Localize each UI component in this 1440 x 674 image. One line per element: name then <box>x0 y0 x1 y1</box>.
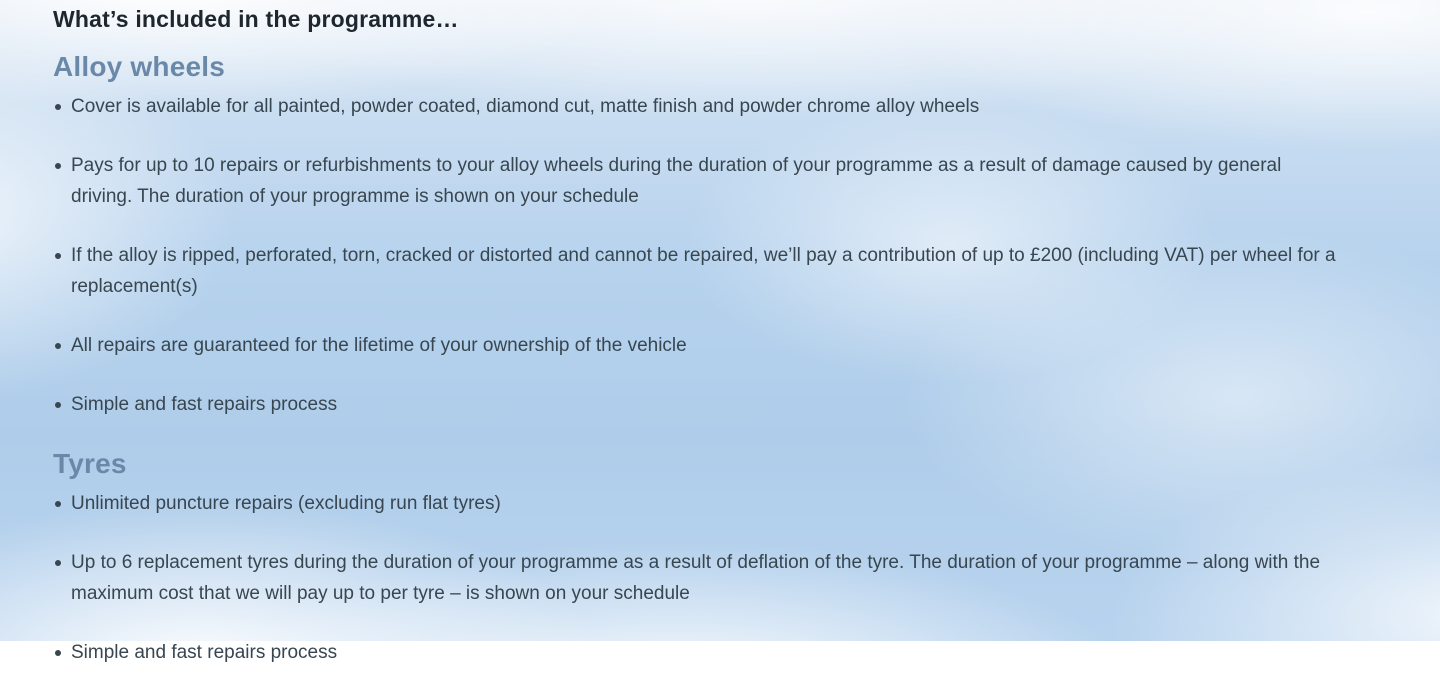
alloy-wheels-bullet-list <box>53 91 1337 420</box>
page-title: What’s included in the programme… <box>53 6 459 32</box>
list-item: Simple and fast repairs process <box>53 637 1337 668</box>
section-heading-tyres: Tyres <box>53 448 127 479</box>
list-item: Pays for up to 10 repairs or refurbishments to your alloy wheels during the duration of your programme as a result of damage caused by general driving. The duration of your programme is shown on your schedule <box>53 150 1337 212</box>
list-item: If the alloy is ripped, perforated, torn, cracked or distorted and cannot be repaired, we’ll pay a contribution of up to £200 (including VAT) per wheel for a replacement(s) <box>53 240 1337 302</box>
list-item: Simple and fast repairs process <box>53 389 1337 420</box>
list-item: Cover is available for all painted, powder coated, diamond cut, matte finish and powder chrome alloy wheels <box>53 91 1337 122</box>
list-item: Up to 6 replacement tyres during the duration of your programme as a result of deflation of the tyre. The duration of your programme – along with the maximum cost that we will pay up to per tyre – is shown on your schedule <box>53 547 1337 609</box>
section-heading-alloy-wheels: Alloy wheels <box>53 51 226 82</box>
section-alloy-wheels <box>53 51 1337 420</box>
list-item: All repairs are guaranteed for the lifetime of your ownership of the vehicle <box>53 330 1337 361</box>
tyres-bullet-list <box>53 488 1337 668</box>
section-tyres <box>53 448 1337 668</box>
list-item: Unlimited puncture repairs (excluding run flat tyres) <box>53 488 1337 519</box>
